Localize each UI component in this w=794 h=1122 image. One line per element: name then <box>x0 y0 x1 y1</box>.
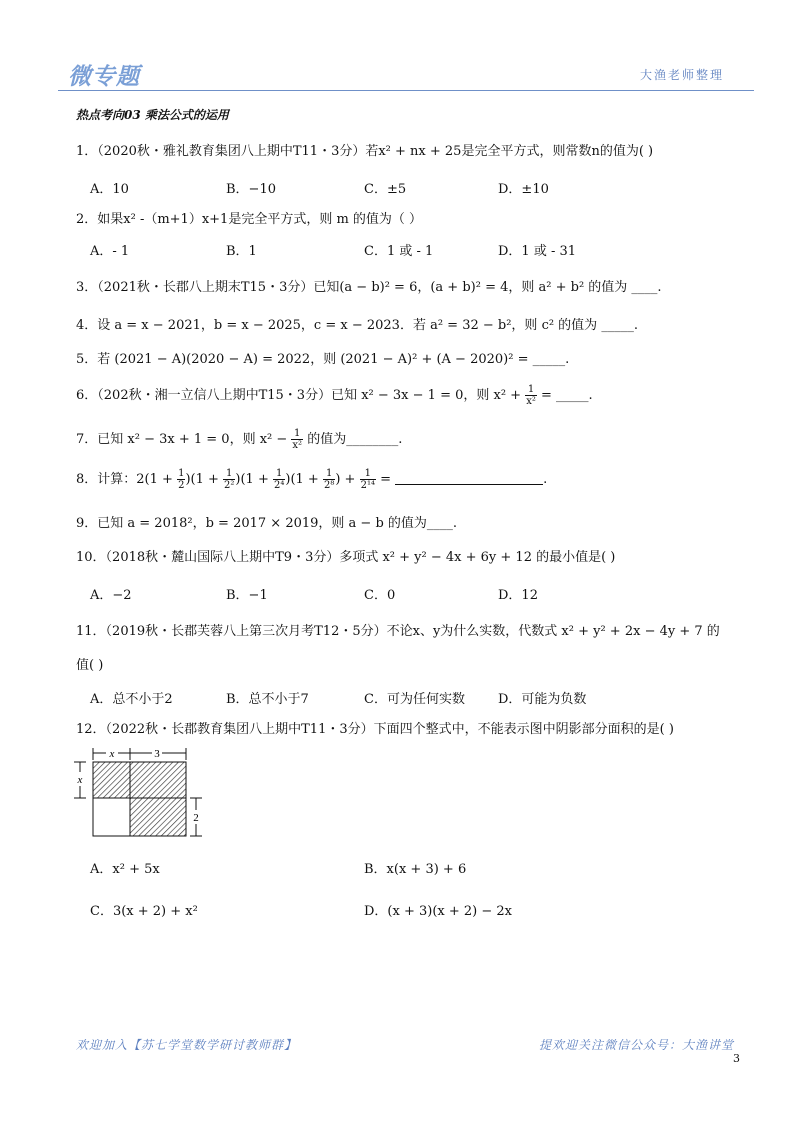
q11-option-b[interactable]: B．总不小于7 <box>226 692 309 707</box>
question-6: 6．（202秋・湘一立信八上期中T15・3分）已知 x² − 3x − 1 = 0，则 x² + $\frac{1}{\text{x²}}$ = _____. <box>76 384 593 407</box>
question-5: 5．若 (2021 − A)(2020 − A) = 2022，则 (2021 − A)² + (A − 2020)² = _____. <box>76 352 570 367</box>
figure-label-2: 2 <box>193 812 199 824</box>
question-11-cont: 值( ) <box>76 658 104 673</box>
q2-option-a[interactable]: A．- 1 <box>90 244 130 259</box>
q8-fraction-1: $\frac{1}{2}$ <box>178 468 185 491</box>
q6-fraction: $\frac{1}{\text{x²}}$ <box>526 384 536 407</box>
question-4: 4．设 a = x − 2021，b = x − 2025，c = x − 2023．若 a² = 32 − b²，则 c² 的值为 _____. <box>76 318 638 333</box>
q12-option-d[interactable]: D．(x + 3)(x + 2) − 2x <box>364 904 512 919</box>
q1-option-b[interactable]: B．−10 <box>226 182 276 197</box>
q10-option-d[interactable]: D．12 <box>498 588 538 603</box>
q10-option-a[interactable]: A．−2 <box>90 588 132 603</box>
question-12: 12．（2022秋・长郡教育集团八上期中T11・3分）下面四个整式中，不能表示图中阴影部分面积的是( ) <box>76 722 674 737</box>
q8-fraction-2: $\frac{1}{\text{2²}}$ <box>224 468 235 491</box>
q7-fraction: $\frac{1}{\text{x²}}$ <box>292 428 303 451</box>
page-number: 3 <box>733 1052 740 1065</box>
logo: 微专题 <box>68 64 140 90</box>
q1-option-d[interactable]: D．±10 <box>498 182 549 197</box>
q12-option-b[interactable]: B．x(x + 3) + 6 <box>364 862 467 877</box>
figure-label-3: 3 <box>154 748 160 760</box>
q2-option-d[interactable]: D．1 或 - 31 <box>498 244 577 259</box>
header-author: 大渔老师整理 <box>639 68 724 82</box>
figure-label-x-top: x <box>109 748 115 760</box>
q8-fraction-4: $\frac{1}{\text{2⁸}}$ <box>323 468 335 491</box>
section-title: 热点考向03 乘法公式的运用 <box>76 108 229 122</box>
unshaded-rect <box>93 798 130 836</box>
q1-option-c[interactable]: C．±5 <box>364 182 407 197</box>
shaded-square-x <box>93 762 130 798</box>
q1-option-a[interactable]: A．10 <box>90 182 129 197</box>
q8-fraction-3: $\frac{1}{\text{2⁴}}$ <box>274 468 285 491</box>
q8-answer-blank[interactable] <box>395 472 543 485</box>
question-11: 11．（2019秋・长郡芙蓉八上第三次月考T12・5分）不论x、y为什么实数，代数式 x² + y² + 2x − 4y + 7 的 <box>76 624 720 639</box>
footer-right: 提欢迎关注微信公众号：大渔讲堂 <box>538 1038 734 1052</box>
q12-option-a[interactable]: A．x² + 5x <box>90 862 160 877</box>
question-8: 8．计算：2(1 + $\frac{1}{2}$ )(1 + $\frac{1}{\text{2²}}$ )(1 + $\frac{1}{\text{2⁴}}$ )(1 + $\frac{1}{\text{2⁸}}$ ) + $\frac{1}{\text{2¹⁴}}$ = . <box>76 468 548 491</box>
q1-expression: x² + nx + 25 <box>378 144 462 159</box>
q10-option-b[interactable]: B．−1 <box>226 588 268 603</box>
q2-option-b[interactable]: B．1 <box>226 244 257 259</box>
question-9: 9．已知 a = 2018²，b = 2017 × 2019，则 a − b 的值为____. <box>76 516 458 531</box>
question-10: 10．（2018秋・麓山国际八上期中T9・3分）多项式 x² + y² − 4x + 6y + 12 的最小值是( ) <box>76 550 616 565</box>
q11-option-d[interactable]: D．可能为负数 <box>498 692 587 707</box>
question-7: 7．已知 x² − 3x + 1 = 0，则 x² − $\frac{1}{\text{x²}}$ 的值为________. <box>76 428 403 451</box>
q12-option-c[interactable]: C．3(x + 2) + x² <box>90 904 198 919</box>
question-1: 1．（2020秋・雅礼教育集团八上期中T11・3分）若x² + nx + 25是完全平方式，则常数n的值为( ) <box>76 144 654 159</box>
area-figure <box>66 744 216 840</box>
header-divider <box>58 90 754 91</box>
figure-label-x-side: x <box>77 774 83 786</box>
question-3: 3．（2021秋・长郡八上期末T15・3分）已知(a − b)² = 6，(a + b)² = 4，则 a² + b² 的值为 ____. <box>76 280 662 295</box>
q2-option-c[interactable]: C．1 或 - 1 <box>364 244 434 259</box>
q11-option-a[interactable]: A．总不小于2 <box>90 692 173 707</box>
shaded-rect-top-right <box>130 762 186 798</box>
footer-left: 欢迎加入【苏七学堂数学研讨教师群】 <box>76 1038 298 1052</box>
q10-option-c[interactable]: C．0 <box>364 588 396 603</box>
q11-option-c[interactable]: C．可为任何实数 <box>364 692 465 707</box>
question-2: 2．如果x² -（m+1）x+1是完全平方式，则 m 的值为（ ） <box>76 212 423 227</box>
shaded-rect-bottom-right <box>130 798 186 836</box>
q8-fraction-5: $\frac{1}{\text{2¹⁴}}$ <box>360 468 375 491</box>
